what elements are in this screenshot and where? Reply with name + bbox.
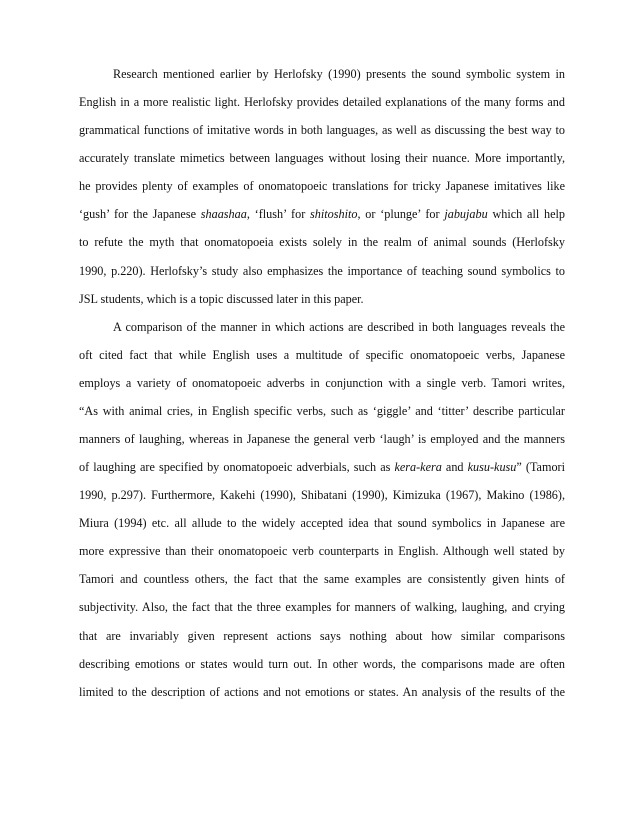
text-segment: , ‘flush’ for xyxy=(246,207,311,222)
text-line xyxy=(79,401,565,429)
text-segment: describing emotions or states would turn out. In other words, the comparisons made are often xyxy=(79,656,565,671)
text-line xyxy=(79,232,565,260)
italic-term: kera-kera xyxy=(394,460,442,475)
text-line xyxy=(79,457,565,485)
text-segment: limited to the description of actions and not emotions or states. An analysis of the results of the xyxy=(79,684,565,699)
italic-term: shitoshito xyxy=(310,207,358,222)
text-segment: accurately translate mimetics between languages without losing their nuance. More importantly, xyxy=(79,151,565,166)
text-segment: JSL students, which is a topic discussed later in this paper. xyxy=(79,291,364,306)
text-segment: grammatical functions of imitative words in both languages, as well as discussing the best way to xyxy=(79,123,565,138)
text-line xyxy=(79,317,565,345)
text-line xyxy=(79,289,565,317)
text-line xyxy=(79,541,565,569)
text-segment: oft cited fact that while English uses a multitude of specific onomatopoeic verbs, Japanese xyxy=(79,347,565,362)
text-line xyxy=(79,597,565,625)
text-segment: and xyxy=(441,460,468,475)
italic-term: kusu-kusu xyxy=(467,460,517,475)
text-segment: Tamori and countless others, the fact that the same examples are consistently given hints of xyxy=(79,572,565,587)
text-line xyxy=(79,485,565,513)
text-line xyxy=(79,345,565,373)
text-segment: 1990, p.220). Herlofsky’s study also emphasizes the importance of teaching sound symbolics to xyxy=(79,263,565,278)
text-segment: “As with animal cries, in English specific verbs, such as ‘giggle’ and ‘titter’ describe particular xyxy=(79,403,565,418)
text-segment: Miura (1994) etc. all allude to the widely accepted idea that sound symbolics in Japanese are xyxy=(79,516,565,531)
text-line xyxy=(79,92,565,120)
text-line xyxy=(79,176,565,204)
text-line xyxy=(79,373,565,401)
italic-term: jabujabu xyxy=(444,207,488,222)
text-line xyxy=(79,204,565,232)
text-segment: of laughing are specified by onomatopoeic adverbials, such as xyxy=(79,460,395,475)
text-line xyxy=(79,654,565,682)
text-segment: Research mentioned earlier by Herlofsky (1990) presents the sound symbolic system in xyxy=(113,67,565,81)
text-line xyxy=(79,261,565,289)
text-segment: 1990, p.297). Furthermore, Kakehi (1990), Shibatani (1990), Kimizuka (1967), Makino (1986), xyxy=(79,488,565,503)
text-line xyxy=(79,120,565,148)
italic-term: shaashaa xyxy=(200,207,247,222)
text-segment: employs a variety of onomatopoeic adverbs in conjunction with a single verb. Tamori writes, xyxy=(79,375,565,390)
text-line xyxy=(79,64,565,92)
text-line xyxy=(79,429,565,457)
text-segment: ‘gush’ for the Japanese xyxy=(79,207,201,222)
text-segment: manners of laughing, whereas in Japanese the general verb ‘laugh’ is employed and the manners xyxy=(79,432,565,447)
text-segment: English in a more realistic light. Herlofsky provides detailed explanations of the many forms and xyxy=(79,95,565,110)
text-segment: , or ‘plunge’ for xyxy=(357,207,445,222)
body-text xyxy=(79,64,565,710)
text-line xyxy=(79,626,565,654)
text-segment: he provides plenty of examples of onomatopoeic translations for tricky Japanese imitatives like xyxy=(79,179,565,194)
text-line xyxy=(79,569,565,597)
text-segment: to refute the myth that onomatopoeia exists solely in the realm of animal sounds (Herlofsky xyxy=(79,235,565,250)
text-segment: which all help xyxy=(487,207,565,222)
text-line xyxy=(79,513,565,541)
text-segment: ” (Tamori xyxy=(516,460,565,475)
text-line xyxy=(79,682,565,710)
text-line xyxy=(79,148,565,176)
text-segment: that are invariably given represent actions says nothing about how similar comparisons xyxy=(79,628,565,643)
text-segment: subjectivity. Also, the fact that the three examples for manners of walking, laughing, and crying xyxy=(79,600,565,615)
text-segment: A comparison of the manner in which actions are described in both languages reveals the xyxy=(113,319,565,334)
text-segment: more expressive than their onomatopoeic verb counterparts in English. Although well stated by xyxy=(79,544,565,559)
